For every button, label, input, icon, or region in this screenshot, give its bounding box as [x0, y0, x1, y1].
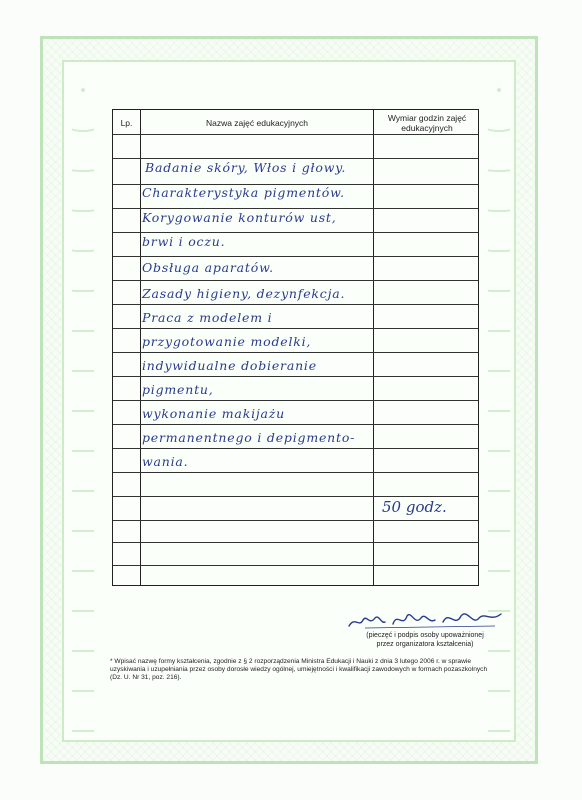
course-entry: wania. [142, 454, 189, 469]
row-line [113, 376, 478, 377]
row-line [113, 496, 478, 497]
course-entry: brwi i oczu. [142, 234, 226, 249]
header-hours: Wymiar godzin zajęć edukacyjnych [387, 113, 467, 133]
handwritten-signature [345, 606, 505, 632]
footnote: * Wpisać nazwę formy kształcenia, zgodnie z § 2 rozporządzenia Ministra Edukacji i Nauki z dnia 3 lutego 2006 r. w sprawie uzyskiwania i uzupełniania przez osoby dorosłe wiedzy ogólnej, umiejętności i kwalifikacji zawodowych w formach pozaszkolnych (Dz. U. Nr 31, poz. 216). [110, 658, 488, 681]
signature-caption-line: przez organizatora kształcenia) [376, 640, 474, 648]
signature-caption-line: (pieczęć i podpis osoby upoważnionej [366, 632, 484, 639]
row-line [113, 352, 478, 353]
column-divider [373, 110, 374, 585]
course-entry: Korygowanie konturów ust, [142, 210, 337, 225]
row-line [113, 565, 478, 566]
course-entry: wykonanie makijażu [142, 406, 286, 421]
row-line [113, 256, 478, 257]
row-line [113, 400, 478, 401]
course-entry: Badanie skóry, Włos i głowy. [145, 160, 347, 175]
course-entry: Obsługa aparatów. [142, 260, 274, 275]
signature-caption [340, 632, 510, 649]
header-lp: Lp. [120, 118, 133, 128]
row-line [113, 304, 478, 305]
row-line [113, 424, 478, 425]
header-course-name: Nazwa zajęć edukacyjnych [205, 118, 309, 128]
row-line [113, 134, 478, 135]
course-entry: indywidualne dobieranie [142, 358, 317, 373]
row-line [113, 448, 478, 449]
course-entry: Charakterystyka pigmentów. [142, 185, 345, 200]
course-entry: Zasady higieny, dezynfekcja. [142, 286, 346, 301]
row-line [113, 328, 478, 329]
course-entry: pigmentu, [142, 382, 214, 397]
course-entry: Praca z modelem i [142, 310, 273, 325]
course-entry: permanentnego i depigmento- [142, 430, 356, 445]
row-line [113, 542, 478, 543]
row-line [113, 280, 478, 281]
row-line [113, 520, 478, 521]
row-line [113, 208, 478, 209]
left-ornament [72, 70, 94, 735]
course-entry: przygotowanie modelki, [142, 334, 312, 349]
row-line [113, 232, 478, 233]
row-line [113, 158, 478, 159]
total-hours: 50 godz. [382, 498, 447, 516]
row-line [113, 472, 478, 473]
column-divider [140, 110, 141, 585]
